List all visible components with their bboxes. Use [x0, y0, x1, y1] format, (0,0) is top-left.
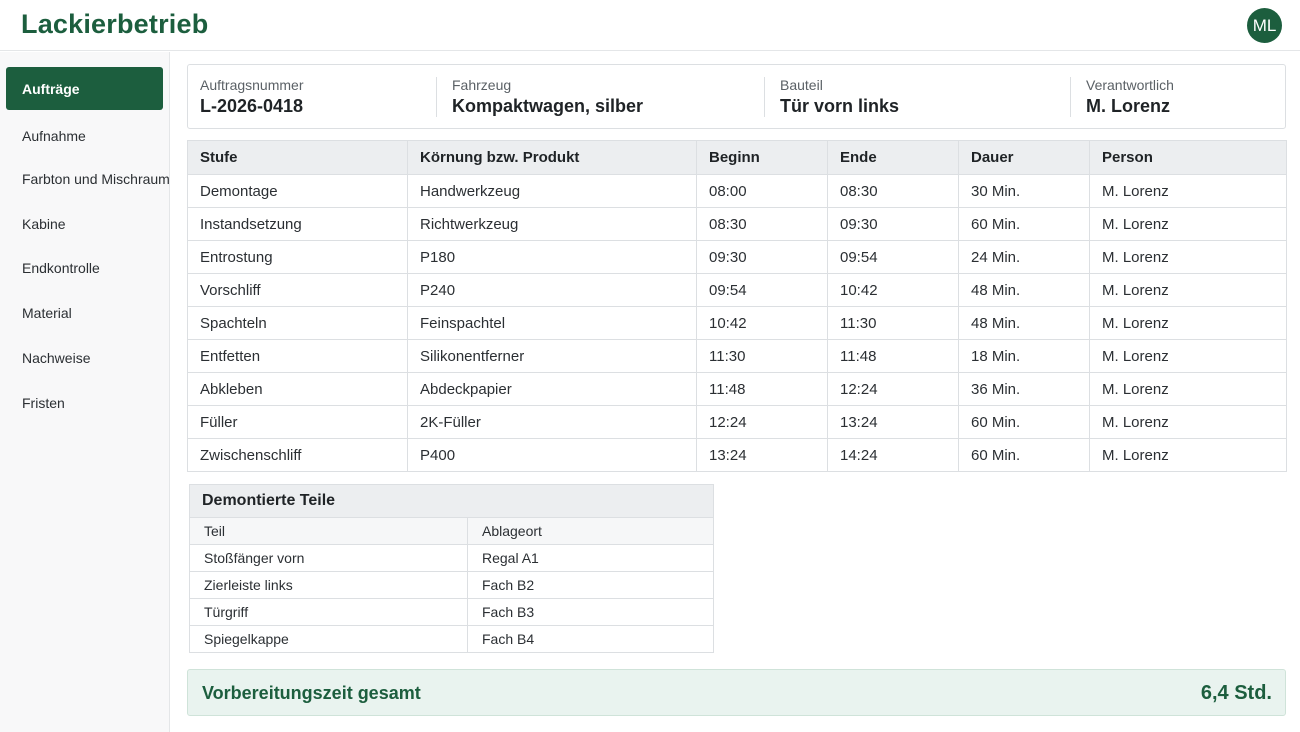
- table-cell: 60 Min.: [959, 406, 1090, 439]
- sidebar-item-aufnahme[interactable]: Aufnahme: [22, 127, 86, 144]
- removed-part-row[interactable]: [190, 626, 714, 653]
- table-cell: Zwischenschliff: [188, 439, 408, 472]
- table-cell: P180: [408, 241, 697, 274]
- table-cell: 08:30: [828, 175, 959, 208]
- table-cell: Feinspachtel: [408, 307, 697, 340]
- table-cell: 30 Min.: [959, 175, 1090, 208]
- table-cell: 24 Min.: [959, 241, 1090, 274]
- table-cell: M. Lorenz: [1090, 373, 1287, 406]
- table-row[interactable]: [188, 175, 1287, 208]
- table-cell: Silikonentferner: [408, 340, 697, 373]
- column-header-person[interactable]: Person: [1090, 141, 1287, 175]
- column-header-beginn[interactable]: Beginn: [697, 141, 828, 175]
- sidebar-item-farbton-mischraum[interactable]: Farbton und Mischraum: [22, 170, 170, 187]
- table-cell: 09:54: [697, 274, 828, 307]
- table-cell: 36 Min.: [959, 373, 1090, 406]
- table-cell: Handwerkzeug: [408, 175, 697, 208]
- sidebar-item-fristen[interactable]: Fristen: [22, 394, 65, 411]
- table-cell: 14:24: [828, 439, 959, 472]
- table-cell: 13:24: [828, 406, 959, 439]
- part-label: Bauteil: [780, 77, 823, 93]
- order-summary: [187, 64, 1286, 129]
- top-bar: [0, 0, 1300, 51]
- table-cell: Richtwerkzeug: [408, 208, 697, 241]
- table-cell: 11:30: [697, 340, 828, 373]
- table-cell: Regal A1: [468, 545, 714, 572]
- table-cell: P240: [408, 274, 697, 307]
- table-row[interactable]: [188, 439, 1287, 472]
- removed-parts-table: [189, 484, 714, 653]
- table-cell: M. Lorenz: [1090, 241, 1287, 274]
- sidebar: [0, 52, 170, 732]
- table-row[interactable]: [188, 241, 1287, 274]
- table-cell: 48 Min.: [959, 274, 1090, 307]
- summary-divider: [1070, 77, 1071, 117]
- column-header-ende[interactable]: Ende: [828, 141, 959, 175]
- removed-part-row[interactable]: [190, 572, 714, 599]
- sidebar-item-material[interactable]: Material: [22, 304, 72, 321]
- table-cell: 60 Min.: [959, 439, 1090, 472]
- table-cell: Entfetten: [188, 340, 408, 373]
- table-cell: 09:30: [828, 208, 959, 241]
- table-cell: Spiegelkappe: [190, 626, 468, 653]
- table-cell: Fach B3: [468, 599, 714, 626]
- table-row[interactable]: [188, 406, 1287, 439]
- sidebar-item-nachweise[interactable]: Nachweise: [22, 349, 91, 366]
- removed-parts-caption-row: [190, 485, 714, 518]
- owner-value: M. Lorenz: [1086, 96, 1170, 116]
- table-cell: Entrostung: [188, 241, 408, 274]
- order-number-value: L-2026-0418: [200, 96, 304, 116]
- removed-parts-header-row: [190, 518, 714, 545]
- table-cell: 12:24: [828, 373, 959, 406]
- table-header-row: [188, 141, 1287, 175]
- table-cell: 11:48: [828, 340, 959, 373]
- table-cell: M. Lorenz: [1090, 406, 1287, 439]
- table-cell: Fach B2: [468, 572, 714, 599]
- total-prep-time-label: Vorbereitungszeit gesamt: [202, 683, 421, 703]
- table-cell: 09:54: [828, 241, 959, 274]
- total-prep-time-value: 6,4 Std.: [1200, 682, 1272, 704]
- table-cell: M. Lorenz: [1090, 208, 1287, 241]
- table-cell: Stoßfänger vorn: [190, 545, 468, 572]
- total-prep-time-bar: [187, 669, 1286, 716]
- sidebar-item-auftraege[interactable]: Aufträge: [6, 67, 163, 110]
- owner-label: Verantwortlich: [1086, 77, 1174, 93]
- table-cell: 11:30: [828, 307, 959, 340]
- process-steps-table: [187, 140, 1287, 472]
- table-cell: P400: [408, 439, 697, 472]
- order-number-label: Auftragsnummer: [200, 77, 304, 93]
- table-cell: 09:30: [697, 241, 828, 274]
- table-row[interactable]: [188, 274, 1287, 307]
- table-cell: Fach B4: [468, 626, 714, 653]
- summary-divider: [764, 77, 765, 117]
- table-cell: 18 Min.: [959, 340, 1090, 373]
- column-header-teil: Teil: [190, 518, 468, 545]
- table-cell: Instandsetzung: [188, 208, 408, 241]
- removed-part-row[interactable]: [190, 545, 714, 572]
- sidebar-item-endkontrolle[interactable]: Endkontrolle: [22, 259, 100, 276]
- table-cell: Türgriff: [190, 599, 468, 626]
- summary-divider: [436, 77, 437, 117]
- sidebar-item-kabine[interactable]: Kabine: [22, 215, 66, 232]
- table-cell: 12:24: [697, 406, 828, 439]
- table-cell: Zierleiste links: [190, 572, 468, 599]
- table-cell: M. Lorenz: [1090, 307, 1287, 340]
- table-cell: Demontage: [188, 175, 408, 208]
- table-cell: 10:42: [828, 274, 959, 307]
- table-cell: 08:00: [697, 175, 828, 208]
- table-cell: Abkleben: [188, 373, 408, 406]
- table-cell: 10:42: [697, 307, 828, 340]
- table-cell: Vorschliff: [188, 274, 408, 307]
- table-row[interactable]: [188, 307, 1287, 340]
- table-cell: M. Lorenz: [1090, 340, 1287, 373]
- vehicle-label: Fahrzeug: [452, 77, 512, 93]
- table-cell: Abdeckpapier: [408, 373, 697, 406]
- table-row[interactable]: [188, 340, 1287, 373]
- table-cell: M. Lorenz: [1090, 274, 1287, 307]
- table-cell: 11:48: [697, 373, 828, 406]
- vehicle-value: Kompaktwagen, silber: [452, 96, 644, 116]
- table-row[interactable]: [188, 208, 1287, 241]
- user-avatar[interactable]: ML: [1247, 8, 1282, 43]
- part-value: Tür vorn links: [780, 96, 900, 116]
- table-row[interactable]: [188, 373, 1287, 406]
- column-header-koernung[interactable]: Körnung bzw. Produkt: [408, 141, 697, 175]
- table-cell: 08:30: [697, 208, 828, 241]
- removed-parts-title: Demontierte Teile: [190, 485, 714, 518]
- table-cell: Spachteln: [188, 307, 408, 340]
- table-cell: 2K-Füller: [408, 406, 697, 439]
- table-cell: 60 Min.: [959, 208, 1090, 241]
- table-cell: Füller: [188, 406, 408, 439]
- removed-part-row[interactable]: [190, 599, 714, 626]
- column-header-ablageort: Ablageort: [468, 518, 714, 545]
- table-cell: M. Lorenz: [1090, 439, 1287, 472]
- column-header-dauer[interactable]: Dauer: [959, 141, 1090, 175]
- table-cell: 48 Min.: [959, 307, 1090, 340]
- app-title: Lackierbetrieb: [21, 9, 209, 39]
- column-header-stufe[interactable]: Stufe: [188, 141, 408, 175]
- table-cell: 13:24: [697, 439, 828, 472]
- table-cell: M. Lorenz: [1090, 175, 1287, 208]
